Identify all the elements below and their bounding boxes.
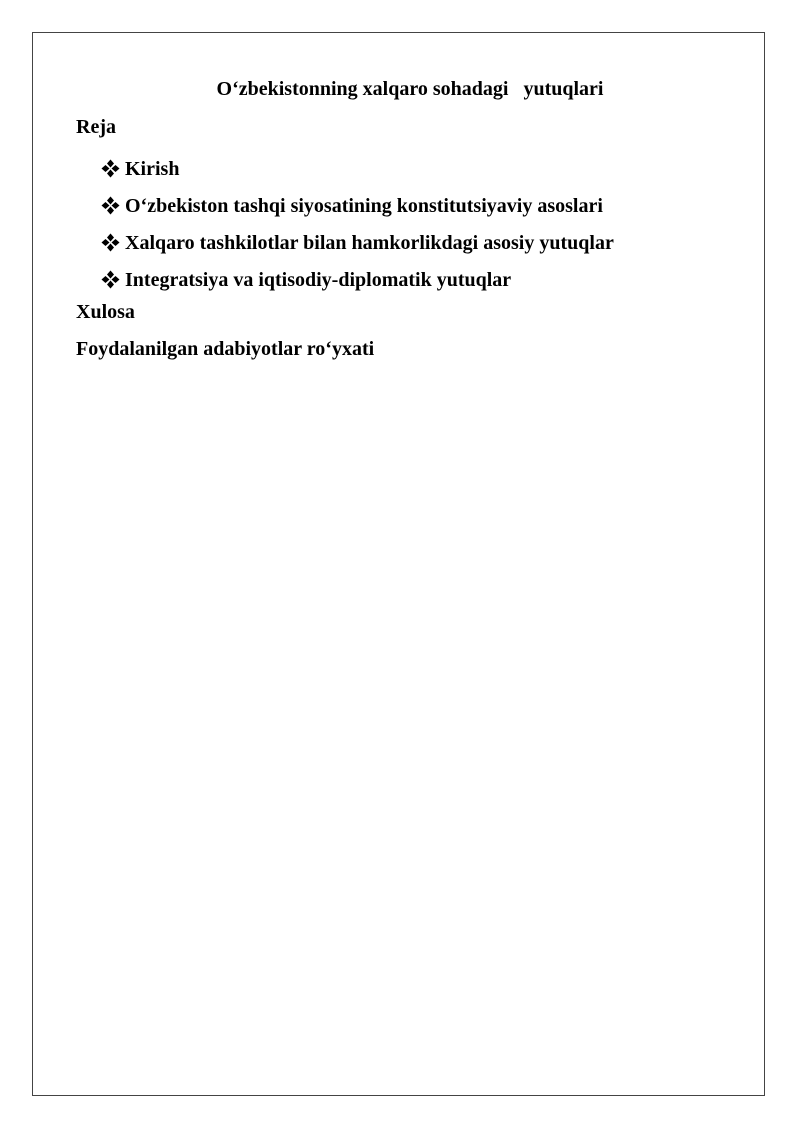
plan-heading: Reja (76, 116, 116, 138)
four-diamond-bullet-icon (101, 233, 120, 252)
plan-item-label: O‘zbekiston tashqi siyosatining konstitutsiyaviy asoslari (125, 194, 603, 217)
plan-item-label: Integratsiya va iqtisodiy-diplomatik yutuqlar (125, 268, 512, 291)
four-diamond-bullet-icon (101, 270, 120, 289)
conclusion-heading: Xulosa (76, 301, 135, 323)
plan-item-kirish (101, 150, 614, 187)
references-heading: Foydalanilgan adabiyotlar ro‘yxati (76, 338, 375, 360)
plan-item-xalqaro-tashkilotlar (101, 224, 614, 261)
plan-item-konstitutsiyaviy-asoslar (101, 187, 614, 224)
document-title: O‘zbekistonning xalqaro sohadagi yutuqlari (216, 78, 604, 100)
plan-list (101, 150, 614, 298)
four-diamond-bullet-icon (101, 159, 120, 178)
four-diamond-bullet-icon (101, 196, 120, 215)
plan-item-label: Xalqaro tashkilotlar bilan hamkorlikdagi asosiy yutuqlar (125, 231, 614, 254)
plan-item-integratsiya (101, 261, 614, 298)
plan-item-label: Kirish (125, 157, 180, 180)
